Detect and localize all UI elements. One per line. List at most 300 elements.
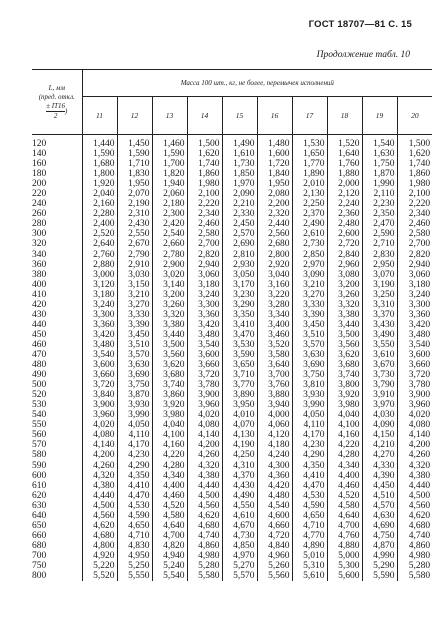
length-value: 470 [32,349,47,360]
mass-value: 3,720 [187,370,222,380]
mass-value: 4,890 [292,541,327,551]
length-value: 260 [32,209,47,220]
mass-value: 1,740 [397,159,432,169]
mass-value: 4,460 [152,491,187,501]
mass-value: 3,960 [82,410,117,420]
mass-value: 4,150 [362,430,397,440]
mass-value: 1,450 [117,135,152,150]
mass-value: 2,100 [187,189,222,199]
mass-value: 3,400 [257,320,292,330]
column-header-13: 13 [152,97,187,135]
mass-value: 2,590 [362,229,397,239]
mass-value: 4,190 [222,440,257,450]
length-value: 120 [32,139,47,149]
mass-value: 2,820 [397,250,432,260]
table-row [32,410,432,420]
length-value: 480 [32,360,47,371]
column-header-17: 17 [292,97,327,135]
mass-value: 1,720 [257,159,292,169]
mass-value: 4,920 [82,551,117,561]
length-value: 620 [32,490,47,501]
mass-value: 4,110 [117,430,152,440]
mass-value: 3,210 [117,290,152,300]
mass-value: 4,490 [222,491,257,501]
mass-value: 3,330 [292,300,327,310]
mass-value: 3,970 [362,400,397,410]
mass-value: 4,670 [222,521,257,531]
mass-value: 4,320 [397,461,432,471]
table-row [32,330,432,340]
mass-value: 3,870 [117,390,152,400]
mass-value: 2,240 [327,199,362,209]
mass-value: 4,260 [82,461,117,471]
mass-value: 3,810 [292,380,327,390]
mass-value: 4,110 [292,420,327,430]
mass-value: 3,240 [82,300,117,310]
mass-value: 3,940 [257,400,292,410]
mass-value: 2,000 [327,179,362,189]
mass-value: 3,390 [292,310,327,320]
length-value: 180 [32,169,47,180]
mass-value: 4,570 [362,501,397,511]
mass-value: 3,070 [362,270,397,280]
mass-value: 2,820 [187,250,222,260]
mass-value: 2,550 [117,229,152,239]
mass-value: 4,710 [292,521,327,531]
mass-value: 2,120 [327,189,362,199]
mass-value: 4,240 [257,450,292,460]
mass-value: 4,730 [222,531,257,541]
mass-value: 4,590 [292,501,327,511]
mass-value: 2,160 [82,199,117,209]
mass-value: 4,360 [257,471,292,481]
mass-value: 4,560 [187,501,222,511]
length-value: 240 [32,199,47,210]
length-value: 550 [32,420,47,431]
mass-value: 4,660 [257,521,292,531]
mass-value: 2,460 [187,219,222,229]
mass-value: 4,020 [82,420,117,430]
table-row [32,159,432,169]
mass-value: 2,460 [397,219,432,229]
mass-value: 4,220 [327,440,362,450]
mass-value: 4,740 [187,531,222,541]
table-row [32,260,432,270]
mass-value: 2,570 [222,229,257,239]
mass-value: 1,590 [152,149,187,159]
mass-value: 4,330 [362,461,397,471]
mass-value: 4,820 [152,541,187,551]
mass-value: 3,220 [257,290,292,300]
mass-value: 2,130 [292,189,327,199]
mass-value: 2,280 [82,209,117,219]
mass-value: 4,630 [362,511,397,521]
mass-value: 4,960 [257,551,292,561]
length-value: 220 [32,189,47,200]
mass-value: 2,720 [327,239,362,249]
table-row [32,561,432,571]
table-row [32,380,432,390]
mass-value: 2,340 [397,209,432,219]
mass-value: 2,840 [327,250,362,260]
mass-value: 4,590 [117,511,152,521]
mass-value: 3,630 [117,360,152,370]
mass-value: 3,330 [117,310,152,320]
mass-value: 3,350 [222,310,257,320]
mass-value: 1,500 [187,135,222,150]
column-header-20: 20 [397,97,432,135]
mass-value: 1,990 [362,179,397,189]
mass-value: 3,460 [257,330,292,340]
mass-value: 4,270 [362,450,397,460]
mass-value: 5,280 [397,561,432,571]
mass-value: 4,770 [292,531,327,541]
mass-value: 2,450 [222,219,257,229]
mass-value: 4,740 [397,531,432,541]
mass-value: 4,510 [362,491,397,501]
mass-value: 5,600 [327,571,362,581]
document-reference: ГОСТ 18707—81 С. 15 [308,19,412,30]
mass-value: 3,410 [222,320,257,330]
mass-value: 1,890 [292,169,327,179]
mass-value: 3,550 [362,340,397,350]
mass-value: 3,320 [152,310,187,320]
table-row [32,501,432,511]
mass-value: 3,700 [257,370,292,380]
table-row [32,571,432,581]
table-row [32,229,432,239]
mass-value: 3,470 [222,330,257,340]
mass-value: 3,060 [187,270,222,280]
length-value: 380 [32,269,47,280]
mass-value: 4,940 [152,551,187,561]
mass-value: 3,240 [397,290,432,300]
mass-value: 3,230 [222,290,257,300]
mass-value: 4,380 [187,471,222,481]
length-value: 300 [32,229,47,240]
stub-fraction-denominator: 2 [53,111,58,120]
mass-value: 3,370 [362,310,397,320]
mass-value: 2,230 [362,199,397,209]
mass-value: 2,880 [82,260,117,270]
mass-value: 3,590 [222,350,257,360]
length-value: 420 [32,299,47,310]
mass-value: 2,560 [257,229,292,239]
mass-value: 4,070 [222,420,257,430]
mass-value: 2,090 [222,189,257,199]
mass-value: 1,820 [152,169,187,179]
table-row [32,511,432,521]
mass-value: 5,250 [117,561,152,571]
mass-value: 2,970 [292,260,327,270]
mass-value: 4,800 [82,541,117,551]
table-row [32,440,432,450]
mass-value: 2,700 [187,239,222,249]
length-column-header: L, мм (пред. откл. $\frac{\pm IT16}{2}$ ) [32,70,82,135]
column-header-14: 14 [187,97,222,135]
mass-value: 4,050 [292,410,327,420]
mass-value: 3,950 [222,400,257,410]
mass-value: 4,520 [152,501,187,511]
mass-value: 4,750 [362,531,397,541]
mass-value: 4,460 [327,481,362,491]
mass-value: 5,590 [362,571,397,581]
mass-value: 4,370 [222,471,257,481]
mass-value: 3,560 [152,350,187,360]
mass-value: 3,450 [117,330,152,340]
mass-value: 4,280 [327,450,362,460]
mass-value: 4,200 [82,450,117,460]
mass-value: 2,190 [117,199,152,209]
mass-value: 2,900 [152,260,187,270]
mass-value: 3,780 [187,380,222,390]
mass-value: 3,040 [257,270,292,280]
mass-value: 3,480 [82,340,117,350]
mass-value: 1,980 [397,179,432,189]
mass-value: 1,920 [82,179,117,189]
mass-value: 3,600 [397,350,432,360]
table-row [32,350,432,360]
column-header-19: 19 [362,97,397,135]
mass-value: 2,640 [82,239,117,249]
mass-value: 4,230 [117,450,152,460]
mass-value: 3,730 [362,370,397,380]
mass-value: 3,660 [82,370,117,380]
length-value: 400 [32,279,47,290]
mass-value: 1,970 [222,179,257,189]
mass-value: 4,300 [257,461,292,471]
mass-value: 5,220 [82,561,117,571]
mass-value: 4,760 [327,531,362,541]
mass-value: 2,660 [152,239,187,249]
mass-value: 3,650 [222,360,257,370]
mass-value: 1,600 [257,149,292,159]
mass-value: 3,780 [397,380,432,390]
mass-value: 2,610 [292,229,327,239]
mass-value: 5,520 [82,571,117,581]
mass-value: 3,380 [152,320,187,330]
mass-value: 4,840 [257,541,292,551]
mass-value: 3,990 [292,400,327,410]
mass-value: 2,960 [327,260,362,270]
length-value: 660 [32,530,47,541]
mass-value: 4,080 [397,420,432,430]
mass-value: 3,420 [187,320,222,330]
mass-value: 2,930 [222,260,257,270]
mass-value: 5,300 [327,561,362,571]
mass-value: 3,530 [222,340,257,350]
length-value: 650 [32,520,47,531]
table-row [32,481,432,491]
table-row [32,280,432,290]
mass-value: 3,440 [152,330,187,340]
mass-value: 4,160 [152,440,187,450]
mass-value: 3,180 [187,280,222,290]
mass-value: 4,440 [187,481,222,491]
length-value: 140 [32,149,47,160]
mass-value: 3,260 [327,290,362,300]
mass-table [32,69,432,581]
mass-value: 4,550 [222,501,257,511]
mass-value: 3,340 [257,310,292,320]
mass-value: 3,480 [187,330,222,340]
mass-value: 3,710 [222,370,257,380]
mass-value: 2,950 [362,260,397,270]
mass-value: 3,170 [222,280,257,290]
mass-value: 4,430 [222,481,257,491]
mass-value: 3,500 [152,340,187,350]
mass-value: 2,210 [222,199,257,209]
length-value: 340 [32,249,47,260]
mass-value: 4,620 [82,521,117,531]
mass-value: 4,100 [327,420,362,430]
mass-value: 5,540 [152,571,187,581]
mass-value: 3,900 [82,400,117,410]
mass-value: 1,590 [117,149,152,159]
mass-value: 4,040 [327,410,362,420]
column-header-11: 11 [82,97,117,135]
table-row [32,270,432,280]
table-row [32,521,432,531]
mass-value: 4,350 [292,461,327,471]
table-row [32,430,432,440]
mass-value: 3,600 [187,350,222,360]
mass-value: 3,000 [82,270,117,280]
mass-value: 3,980 [327,400,362,410]
mass-value: 4,080 [82,430,117,440]
mass-value: 4,610 [222,511,257,521]
length-value: 560 [32,430,47,441]
mass-value: 4,560 [397,501,432,511]
mass-value: 4,500 [397,491,432,501]
mass-value: 3,660 [187,360,222,370]
mass-value: 3,420 [397,320,432,330]
length-value: 530 [32,400,47,411]
mass-value: 2,200 [257,199,292,209]
mass-value: 4,680 [82,531,117,541]
mass-value: 2,730 [292,239,327,249]
mass-value: 4,140 [82,440,117,450]
mass-value: 1,760 [327,159,362,169]
mass-value: 2,010 [292,179,327,189]
mass-value: 4,010 [222,410,257,420]
mass-value: 4,560 [82,511,117,521]
mass-value: 3,610 [362,350,397,360]
mass-value: 4,000 [257,410,292,420]
mass-value: 4,700 [152,531,187,541]
mass-value: 3,320 [327,300,362,310]
mass-value: 3,670 [362,360,397,370]
mass-value: 2,250 [292,199,327,209]
table-row [32,420,432,430]
mass-value: 4,040 [152,420,187,430]
length-value: 700 [32,550,47,561]
mass-value: 3,520 [257,340,292,350]
column-header-16: 16 [257,97,292,135]
mass-value: 2,490 [292,219,327,229]
length-value: 680 [32,540,47,551]
table-row [32,239,432,249]
mass-value: 1,650 [292,149,327,159]
mass-value: 3,750 [117,380,152,390]
length-value: 540 [32,410,47,421]
mass-value: 1,530 [292,135,327,150]
mass-value: 4,880 [327,541,362,551]
group-caption: Масса 100 шт., кг, не более, перемычек исполнений [82,70,432,97]
mass-value: 3,960 [187,400,222,410]
mass-value: 3,660 [397,360,432,370]
mass-value: 2,580 [187,229,222,239]
mass-value: 4,410 [292,471,327,481]
mass-value: 4,160 [327,430,362,440]
length-value: 200 [32,179,47,190]
mass-value: 3,280 [257,300,292,310]
mass-value: 3,020 [152,270,187,280]
length-value: 600 [32,470,47,481]
mass-value: 3,430 [362,320,397,330]
length-value: 520 [32,390,47,401]
mass-value: 4,320 [82,471,117,481]
mass-value: 4,620 [187,511,222,521]
mass-value: 3,360 [397,310,432,320]
column-header-12: 12 [117,97,152,135]
mass-value: 2,360 [327,209,362,219]
length-value: 800 [32,571,47,582]
mass-value: 3,380 [327,310,362,320]
mass-value: 3,770 [222,380,257,390]
mass-value: 4,140 [187,430,222,440]
mass-value: 4,980 [187,551,222,561]
mass-value: 2,480 [327,219,362,229]
length-value: 460 [32,339,47,350]
mass-value: 2,060 [152,189,187,199]
mass-value: 1,860 [397,169,432,179]
table-row [32,491,432,501]
mass-value: 3,740 [152,380,187,390]
mass-value: 2,600 [327,229,362,239]
mass-value: 4,400 [152,481,187,491]
mass-value: 1,830 [117,169,152,179]
mass-value: 4,290 [117,461,152,471]
length-value: 410 [32,289,47,300]
mass-value: 2,940 [397,260,432,270]
mass-value: 4,080 [187,420,222,430]
mass-value: 3,450 [292,320,327,330]
mass-value: 2,520 [82,229,117,239]
mass-value: 3,390 [117,320,152,330]
mass-value: 1,640 [327,149,362,159]
table-row [32,310,432,320]
table-row [32,250,432,260]
mass-value: 4,500 [187,491,222,501]
mass-value: 2,910 [117,260,152,270]
mass-value: 4,170 [292,430,327,440]
mass-value: 2,180 [152,199,187,209]
table-row [32,461,432,471]
mass-value: 5,270 [222,561,257,571]
table-row [32,135,432,150]
mass-value: 3,990 [117,410,152,420]
stub-fraction-numerator: ± IT16 [46,101,65,110]
mass-value: 1,740 [187,159,222,169]
mass-value: 4,600 [257,511,292,521]
mass-value: 4,260 [187,450,222,460]
mass-value: 3,740 [327,370,362,380]
mass-value: 5,580 [187,571,222,581]
mass-value: 1,680 [82,159,117,169]
mass-value: 1,620 [187,149,222,159]
mass-value: 4,950 [117,551,152,561]
